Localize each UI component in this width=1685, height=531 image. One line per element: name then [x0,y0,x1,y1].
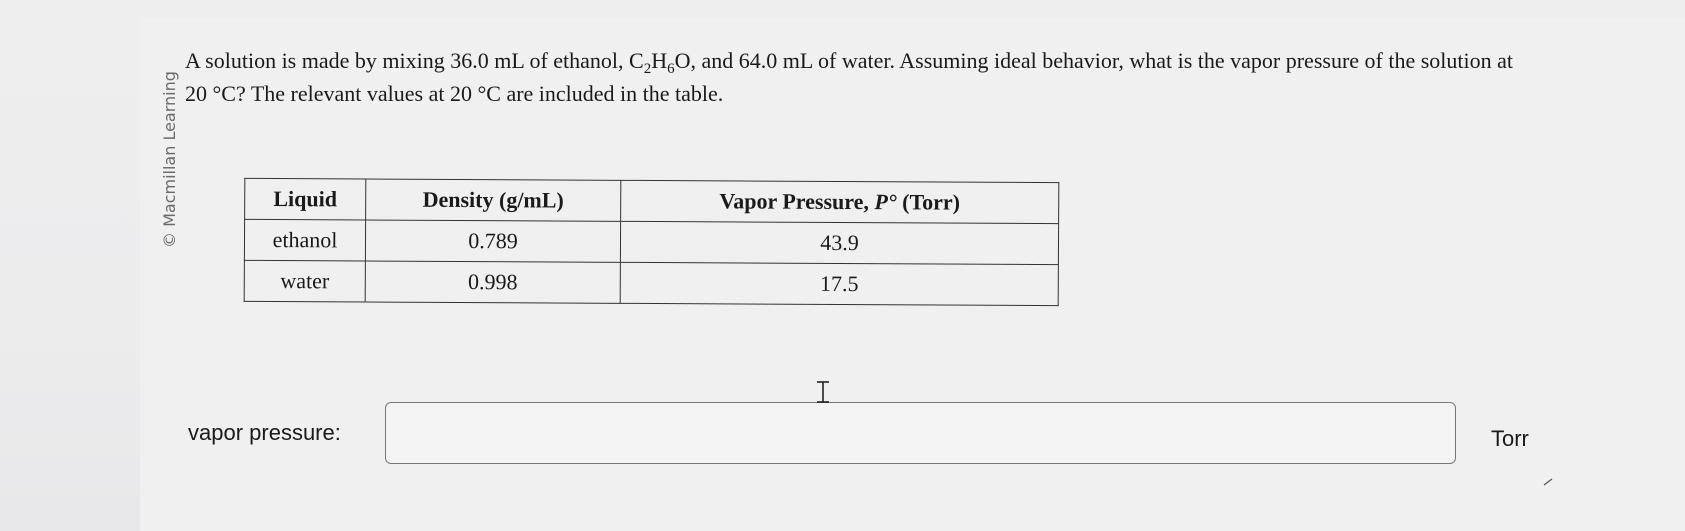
question-text-part3: O, and 64.0 mL of water. Assuming ideal behavior, what is the vapor pressure of the solution at 20 °C? The relevant values at 20 °C are included in the table. [185,48,1514,106]
unit-label: Torr [1491,426,1529,451]
header-vp-prefix: Vapor Pressure, [719,188,875,215]
question-text-part2: H [651,48,668,73]
question-text-part1: A solution is made by mixing 36.0 mL of ethanol, C [185,48,644,73]
cell-liquid: water [244,260,365,302]
table-header-row [245,178,1059,223]
table-row [244,219,1058,264]
cell-density: 0.789 [365,220,620,262]
data-table [244,178,1060,306]
resize-mark-icon [1543,478,1553,486]
header-vp-symbol: P° [874,189,897,215]
cell-vapor-pressure: 17.5 [620,262,1058,305]
cell-liquid: ethanol [244,219,365,261]
copyright-watermark: © Macmillan Learning [160,71,179,248]
subscript-2: 2 [643,61,652,77]
text-cursor-icon [815,381,831,403]
cell-vapor-pressure: 43.9 [620,221,1058,264]
vapor-pressure-input[interactable] [385,402,1456,464]
answer-label: vapor pressure: [188,420,341,445]
table-row [244,260,1058,305]
question-text [185,44,1535,110]
cell-density: 0.998 [365,261,620,303]
header-vp-suffix: (Torr) [896,189,961,215]
header-density: Density (g/mL) [366,179,621,221]
header-vapor-pressure [621,180,1059,223]
header-liquid: Liquid [245,178,366,220]
subscript-6: 6 [667,61,675,77]
